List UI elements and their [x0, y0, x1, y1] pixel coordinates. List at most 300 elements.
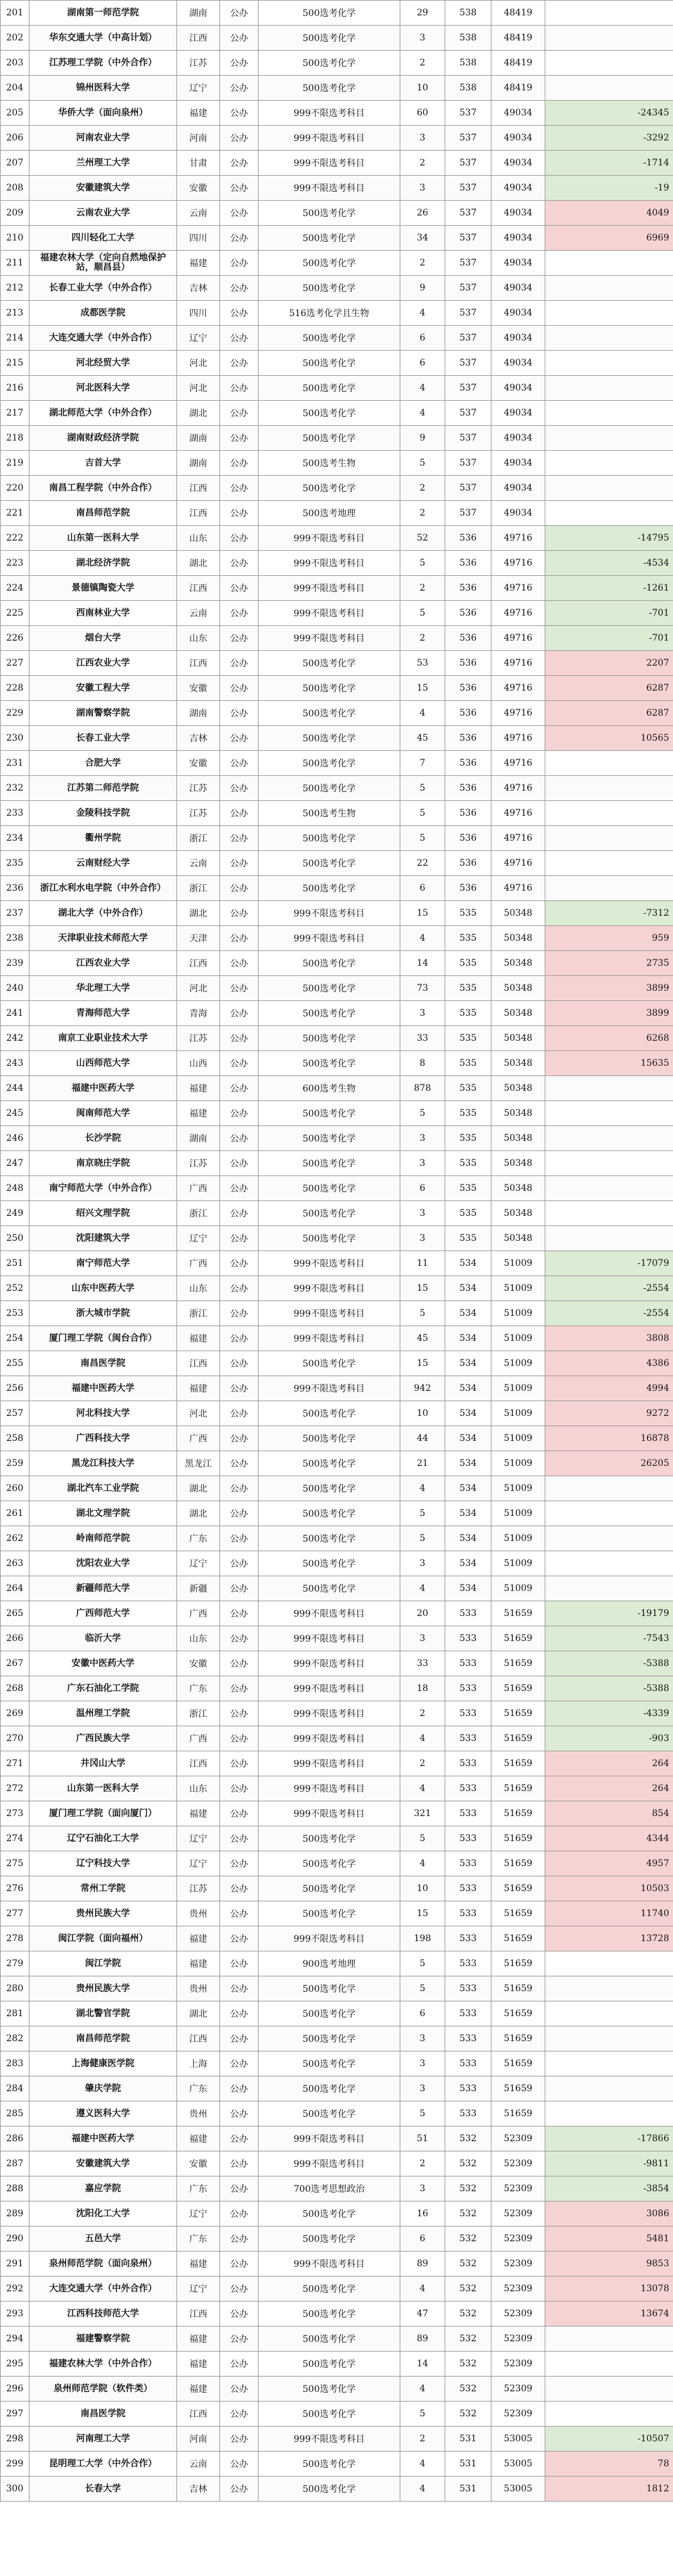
score-cell: 535: [445, 1026, 491, 1051]
difference-cell: 4957: [545, 1851, 673, 1876]
difference-cell: [545, 2076, 673, 2101]
subject-requirement-cell: 500选考化学: [259, 2477, 400, 2502]
rank-position-cell: 51659: [491, 1651, 545, 1676]
ownership-cell: 公办: [220, 1426, 259, 1451]
rank-position-cell: 51659: [491, 2051, 545, 2076]
province-cell: 江苏: [177, 1026, 220, 1051]
score-cell: 538: [445, 76, 491, 101]
difference-cell: 6287: [545, 701, 673, 726]
table-row: [1, 2101, 673, 2126]
subject-requirement-cell: 500选考地理: [259, 501, 400, 526]
plan-count-cell: 14: [400, 951, 445, 976]
ownership-cell: 公办: [220, 2477, 259, 2502]
subject-requirement-cell: 500选考化学: [259, 1451, 400, 1476]
table-row: [1, 76, 673, 101]
province-cell: 贵州: [177, 1901, 220, 1926]
rank-position-cell: 52309: [491, 2277, 545, 2302]
table-row: [1, 551, 673, 576]
rank-position-cell: 51009: [491, 1501, 545, 1526]
school-name-cell: 南京晓庄学院: [30, 1151, 177, 1176]
ownership-cell: 公办: [220, 1126, 259, 1151]
plan-count-cell: 2: [400, 2427, 445, 2452]
province-cell: 福建: [177, 1926, 220, 1951]
table-row: [1, 351, 673, 376]
school-name-cell: 合肥大学: [30, 751, 177, 776]
score-cell: 534: [445, 1551, 491, 1576]
score-cell: 535: [445, 1001, 491, 1026]
table-row: [1, 1826, 673, 1851]
ownership-cell: 公办: [220, 201, 259, 226]
rank-cell: 222: [1, 526, 30, 551]
table-row: [1, 2001, 673, 2026]
score-cell: 535: [445, 1201, 491, 1226]
difference-cell: -4534: [545, 551, 673, 576]
difference-cell: [545, 2026, 673, 2051]
rank-cell: 230: [1, 726, 30, 751]
score-cell: 534: [445, 1351, 491, 1376]
plan-count-cell: 33: [400, 1026, 445, 1051]
rank-cell: 201: [1, 1, 30, 26]
rank-cell: 243: [1, 1051, 30, 1076]
plan-count-cell: 5: [400, 1526, 445, 1551]
score-cell: 536: [445, 776, 491, 801]
rank-cell: 254: [1, 1326, 30, 1351]
difference-cell: [545, 2051, 673, 2076]
subject-requirement-cell: 500选考化学: [259, 251, 400, 276]
ownership-cell: 公办: [220, 2076, 259, 2101]
subject-requirement-cell: 999不限选考科目: [259, 901, 400, 926]
ownership-cell: 公办: [220, 2452, 259, 2477]
subject-requirement-cell: 999不限选考科目: [259, 1676, 400, 1701]
rank-position-cell: 51659: [491, 1926, 545, 1951]
score-cell: 531: [445, 2477, 491, 2502]
subject-requirement-cell: 999不限选考科目: [259, 626, 400, 651]
rank-cell: 274: [1, 1826, 30, 1851]
table-row: [1, 2327, 673, 2352]
rank-position-cell: 49034: [491, 201, 545, 226]
subject-requirement-cell: 500选考化学: [259, 1576, 400, 1601]
plan-count-cell: 51: [400, 2126, 445, 2151]
plan-count-cell: 4: [400, 701, 445, 726]
table-row: [1, 2477, 673, 2502]
subject-requirement-cell: 500选考化学: [259, 1001, 400, 1026]
school-name-cell: 临沂大学: [30, 1626, 177, 1651]
school-name-cell: 吉首大学: [30, 451, 177, 476]
ownership-cell: 公办: [220, 1026, 259, 1051]
difference-cell: [545, 2352, 673, 2377]
rank-position-cell: 51009: [491, 1401, 545, 1426]
subject-requirement-cell: 999不限选考科目: [259, 2427, 400, 2452]
subject-requirement-cell: 500选考化学: [259, 426, 400, 451]
subject-requirement-cell: 999不限选考科目: [259, 526, 400, 551]
subject-requirement-cell: 500选考化学: [259, 1826, 400, 1851]
score-cell: 537: [445, 126, 491, 151]
province-cell: 山东: [177, 1276, 220, 1301]
subject-requirement-cell: 500选考生物: [259, 451, 400, 476]
school-name-cell: 兰州理工大学: [30, 151, 177, 176]
score-cell: 535: [445, 901, 491, 926]
difference-cell: -701: [545, 626, 673, 651]
plan-count-cell: 4: [400, 1726, 445, 1751]
rank-position-cell: 51659: [491, 1776, 545, 1801]
score-cell: 535: [445, 1076, 491, 1101]
rank-position-cell: 51659: [491, 2076, 545, 2101]
ownership-cell: 公办: [220, 476, 259, 501]
table-row: [1, 1076, 673, 1101]
plan-count-cell: 3: [400, 2076, 445, 2101]
rank-cell: 282: [1, 2026, 30, 2051]
rank-cell: 220: [1, 476, 30, 501]
school-name-cell: 山东中医药大学: [30, 1276, 177, 1301]
rank-cell: 269: [1, 1701, 30, 1726]
subject-requirement-cell: 500选考化学: [259, 1101, 400, 1126]
score-cell: 537: [445, 451, 491, 476]
rank-position-cell: 51009: [491, 1326, 545, 1351]
school-name-cell: 山东第一医科大学: [30, 1776, 177, 1801]
province-cell: 湖北: [177, 551, 220, 576]
subject-requirement-cell: 500选考化学: [259, 2277, 400, 2302]
rank-cell: 297: [1, 2402, 30, 2427]
plan-count-cell: 3: [400, 1001, 445, 1026]
rank-cell: 267: [1, 1651, 30, 1676]
score-cell: 537: [445, 351, 491, 376]
province-cell: 广西: [177, 1176, 220, 1201]
subject-requirement-cell: 500选考化学: [259, 2352, 400, 2377]
ownership-cell: 公办: [220, 1151, 259, 1176]
ownership-cell: 公办: [220, 901, 259, 926]
table-row: [1, 1851, 673, 1876]
province-cell: 湖南: [177, 1126, 220, 1151]
rank-cell: 203: [1, 51, 30, 76]
difference-cell: 9272: [545, 1401, 673, 1426]
ownership-cell: 公办: [220, 2126, 259, 2151]
plan-count-cell: 2: [400, 251, 445, 276]
school-name-cell: 大连交通大学（中外合作）: [30, 326, 177, 351]
plan-count-cell: 21: [400, 1451, 445, 1476]
province-cell: 辽宁: [177, 326, 220, 351]
ownership-cell: 公办: [220, 1226, 259, 1251]
rank-cell: 219: [1, 451, 30, 476]
difference-cell: 10503: [545, 1876, 673, 1901]
rank-position-cell: 49716: [491, 726, 545, 751]
difference-cell: -7543: [545, 1626, 673, 1651]
rank-cell: 290: [1, 2227, 30, 2252]
province-cell: 江西: [177, 1751, 220, 1776]
difference-cell: 3808: [545, 1326, 673, 1351]
province-cell: 河北: [177, 351, 220, 376]
score-cell: 532: [445, 2151, 491, 2176]
plan-count-cell: 5: [400, 2101, 445, 2126]
rank-position-cell: 49034: [491, 226, 545, 251]
rank-cell: 246: [1, 1126, 30, 1151]
school-name-cell: 湖南财政经济学院: [30, 426, 177, 451]
ownership-cell: 公办: [220, 1701, 259, 1726]
plan-count-cell: 18: [400, 1676, 445, 1701]
ownership-cell: 公办: [220, 976, 259, 1001]
province-cell: 江西: [177, 651, 220, 676]
difference-cell: [545, 276, 673, 301]
school-name-cell: 福建中医药大学: [30, 1376, 177, 1401]
difference-cell: 264: [545, 1751, 673, 1776]
province-cell: 辽宁: [177, 1226, 220, 1251]
ownership-cell: 公办: [220, 1951, 259, 1976]
school-name-cell: 河北医科大学: [30, 376, 177, 401]
rank-position-cell: 52309: [491, 2302, 545, 2327]
ownership-cell: 公办: [220, 2227, 259, 2252]
score-cell: 533: [445, 1776, 491, 1801]
subject-requirement-cell: 500选考化学: [259, 1851, 400, 1876]
difference-cell: 11740: [545, 1901, 673, 1926]
table-row: [1, 1901, 673, 1926]
difference-cell: -5388: [545, 1676, 673, 1701]
rank-cell: 204: [1, 76, 30, 101]
school-name-cell: 安徽工程大学: [30, 676, 177, 701]
school-name-cell: 湖北师范大学（中外合作）: [30, 401, 177, 426]
province-cell: 河北: [177, 376, 220, 401]
table-row: [1, 2026, 673, 2051]
rank-position-cell: 49034: [491, 376, 545, 401]
score-cell: 537: [445, 201, 491, 226]
subject-requirement-cell: 516选考化学且生物: [259, 301, 400, 326]
score-cell: 534: [445, 1326, 491, 1351]
rank-cell: 231: [1, 751, 30, 776]
subject-requirement-cell: 500选考化学: [259, 2076, 400, 2101]
ownership-cell: 公办: [220, 951, 259, 976]
table-row: [1, 251, 673, 276]
rank-position-cell: 51659: [491, 2101, 545, 2126]
difference-cell: [545, 1951, 673, 1976]
plan-count-cell: 5: [400, 1826, 445, 1851]
rank-position-cell: 49716: [491, 876, 545, 901]
difference-cell: -1714: [545, 151, 673, 176]
rank-cell: 248: [1, 1176, 30, 1201]
rank-position-cell: 49034: [491, 276, 545, 301]
rank-cell: 262: [1, 1526, 30, 1551]
rank-cell: 277: [1, 1901, 30, 1926]
school-name-cell: 上海健康医学院: [30, 2051, 177, 2076]
ownership-cell: 公办: [220, 151, 259, 176]
plan-count-cell: 3: [400, 1226, 445, 1251]
table-row: [1, 1401, 673, 1426]
table-row: [1, 1326, 673, 1351]
province-cell: 福建: [177, 1376, 220, 1401]
score-cell: 536: [445, 826, 491, 851]
plan-count-cell: 3: [400, 2051, 445, 2076]
score-cell: 533: [445, 1626, 491, 1651]
score-cell: 533: [445, 2026, 491, 2051]
province-cell: 福建: [177, 2327, 220, 2352]
ownership-cell: 公办: [220, 1876, 259, 1901]
rank-cell: 260: [1, 1476, 30, 1501]
rank-cell: 291: [1, 2252, 30, 2277]
province-cell: 福建: [177, 2377, 220, 2402]
score-cell: 537: [445, 301, 491, 326]
score-cell: 538: [445, 1, 491, 26]
table-row: [1, 1001, 673, 1026]
difference-cell: [545, 326, 673, 351]
score-cell: 533: [445, 1601, 491, 1626]
ownership-cell: 公办: [220, 626, 259, 651]
subject-requirement-cell: 500选考化学: [259, 2402, 400, 2427]
province-cell: 浙江: [177, 1701, 220, 1726]
rank-position-cell: 52309: [491, 2201, 545, 2227]
table-row: [1, 451, 673, 476]
score-cell: 534: [445, 1576, 491, 1601]
subject-requirement-cell: 600选考生物: [259, 1076, 400, 1101]
table-row: [1, 826, 673, 851]
score-cell: 537: [445, 226, 491, 251]
score-cell: 535: [445, 1101, 491, 1126]
school-name-cell: 长春工业大学（中外合作）: [30, 276, 177, 301]
difference-cell: -5388: [545, 1651, 673, 1676]
rank-cell: 270: [1, 1726, 30, 1751]
province-cell: 江苏: [177, 776, 220, 801]
subject-requirement-cell: 500选考化学: [259, 1351, 400, 1376]
rank-position-cell: 50348: [491, 1126, 545, 1151]
province-cell: 福建: [177, 2352, 220, 2377]
plan-count-cell: 10: [400, 1401, 445, 1426]
table-row: [1, 1626, 673, 1651]
rank-position-cell: 52309: [491, 2176, 545, 2201]
rank-cell: 263: [1, 1551, 30, 1576]
table-row: [1, 1526, 673, 1551]
table-row: [1, 326, 673, 351]
school-name-cell: 河北科技大学: [30, 1401, 177, 1426]
score-cell: 532: [445, 2352, 491, 2377]
ownership-cell: 公办: [220, 1051, 259, 1076]
rank-position-cell: 51659: [491, 1626, 545, 1651]
score-cell: 537: [445, 251, 491, 276]
difference-cell: -4339: [545, 1701, 673, 1726]
score-cell: 537: [445, 176, 491, 201]
table-row: [1, 2227, 673, 2252]
table-row: [1, 601, 673, 626]
table-row: [1, 926, 673, 951]
ownership-cell: 公办: [220, 1001, 259, 1026]
subject-requirement-cell: 500选考化学: [259, 751, 400, 776]
subject-requirement-cell: 999不限选考科目: [259, 2126, 400, 2151]
rank-position-cell: 52309: [491, 2327, 545, 2352]
ownership-cell: 公办: [220, 401, 259, 426]
score-cell: 534: [445, 1426, 491, 1451]
rank-cell: 293: [1, 2302, 30, 2327]
province-cell: 江西: [177, 501, 220, 526]
plan-count-cell: 5: [400, 801, 445, 826]
plan-count-cell: 15: [400, 1351, 445, 1376]
subject-requirement-cell: 500选考化学: [259, 76, 400, 101]
ownership-cell: 公办: [220, 26, 259, 51]
province-cell: 湖北: [177, 1476, 220, 1501]
subject-requirement-cell: 500选考化学: [259, 1176, 400, 1201]
difference-cell: 15635: [545, 1051, 673, 1076]
province-cell: 河北: [177, 1401, 220, 1426]
ownership-cell: 公办: [220, 2001, 259, 2026]
rank-position-cell: 49716: [491, 601, 545, 626]
difference-cell: 10565: [545, 726, 673, 751]
plan-count-cell: 2: [400, 2151, 445, 2176]
subject-requirement-cell: 500选考化学: [259, 1201, 400, 1226]
ownership-cell: 公办: [220, 1901, 259, 1926]
school-name-cell: 辽宁科技大学: [30, 1851, 177, 1876]
plan-count-cell: 321: [400, 1801, 445, 1826]
subject-requirement-cell: 999不限选考科目: [259, 1726, 400, 1751]
table-row: [1, 2126, 673, 2151]
plan-count-cell: 2: [400, 476, 445, 501]
school-name-cell: 安徽中医药大学: [30, 1651, 177, 1676]
table-row: [1, 1601, 673, 1626]
province-cell: 江苏: [177, 51, 220, 76]
rank-cell: 205: [1, 101, 30, 126]
ownership-cell: 公办: [220, 76, 259, 101]
difference-cell: 4344: [545, 1826, 673, 1851]
difference-cell: 959: [545, 926, 673, 951]
score-cell: 534: [445, 1401, 491, 1426]
table-row: [1, 476, 673, 501]
difference-cell: 78: [545, 2452, 673, 2477]
plan-count-cell: 20: [400, 1601, 445, 1626]
difference-cell: [545, 301, 673, 326]
rank-cell: 285: [1, 2101, 30, 2126]
rank-position-cell: 49034: [491, 301, 545, 326]
rank-cell: 259: [1, 1451, 30, 1476]
rank-cell: 235: [1, 851, 30, 876]
rank-position-cell: 49716: [491, 526, 545, 551]
rank-cell: 300: [1, 2477, 30, 2502]
rank-cell: 261: [1, 1501, 30, 1526]
rank-cell: 240: [1, 976, 30, 1001]
difference-cell: -3854: [545, 2176, 673, 2201]
school-name-cell: 沈阳农业大学: [30, 1551, 177, 1576]
rank-position-cell: 51009: [491, 1351, 545, 1376]
province-cell: 江西: [177, 951, 220, 976]
rank-cell: 232: [1, 776, 30, 801]
subject-requirement-cell: 500选考化学: [259, 326, 400, 351]
province-cell: 广东: [177, 2076, 220, 2101]
table-row: [1, 1876, 673, 1901]
score-cell: 536: [445, 851, 491, 876]
difference-cell: [545, 451, 673, 476]
province-cell: 江西: [177, 476, 220, 501]
score-cell: 536: [445, 676, 491, 701]
rank-position-cell: 51009: [491, 1576, 545, 1601]
province-cell: 浙江: [177, 1301, 220, 1326]
rank-position-cell: 49716: [491, 576, 545, 601]
plan-count-cell: 6: [400, 2227, 445, 2252]
province-cell: 江西: [177, 1351, 220, 1376]
rank-cell: 211: [1, 251, 30, 276]
province-cell: 江西: [177, 2026, 220, 2051]
subject-requirement-cell: 999不限选考科目: [259, 2252, 400, 2277]
ownership-cell: 公办: [220, 601, 259, 626]
province-cell: 青海: [177, 1001, 220, 1026]
province-cell: 云南: [177, 601, 220, 626]
rank-cell: 217: [1, 401, 30, 426]
plan-count-cell: 26: [400, 201, 445, 226]
province-cell: 福建: [177, 1076, 220, 1101]
score-cell: 537: [445, 276, 491, 301]
difference-cell: [545, 1226, 673, 1251]
ownership-cell: 公办: [220, 51, 259, 76]
difference-cell: -701: [545, 601, 673, 626]
table-row: [1, 2452, 673, 2477]
score-cell: 532: [445, 2252, 491, 2277]
table-row: [1, 876, 673, 901]
rank-position-cell: 51659: [491, 1726, 545, 1751]
school-name-cell: 云南财经大学: [30, 851, 177, 876]
province-cell: 江西: [177, 2302, 220, 2327]
rank-cell: 250: [1, 1226, 30, 1251]
province-cell: 甘肃: [177, 151, 220, 176]
